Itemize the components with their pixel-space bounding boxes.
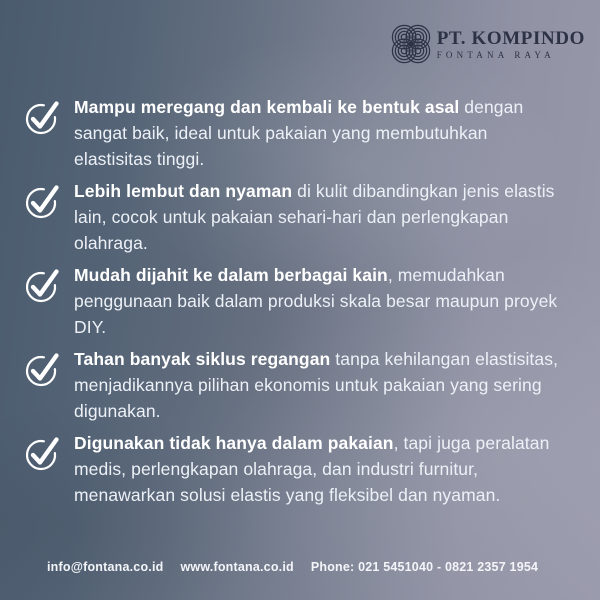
check-circle-icon: [22, 95, 62, 135]
benefit-text-bold: Digunakan tidak hanya dalam pakaian: [74, 433, 394, 453]
benefit-item: [22, 178, 572, 256]
benefit-text: [74, 178, 560, 256]
brand-name: PT. KOMPINDO: [436, 27, 585, 49]
knot-icon: [390, 23, 432, 65]
benefit-text: [74, 94, 560, 172]
benefit-text: [74, 262, 560, 340]
check-circle-icon: [22, 263, 62, 303]
check-circle-icon: [22, 179, 62, 219]
check-circle-icon: [22, 347, 62, 387]
brand-logo: [390, 23, 585, 65]
benefit-text-rest: , tapi juga peralatan medis, perlengkapan olahraga, dan industri furnitur, menawarkan solusi elastis yang fleksibel dan nyaman.: [74, 433, 550, 505]
benefit-text-rest: di kulit dibandingkan jenis elastis lain, cocok untuk pakaian sehari-hari dan perlengkapan olahraga.: [74, 181, 555, 253]
benefit-text: [74, 430, 560, 508]
benefit-text-rest: dengan sangat baik, ideal untuk pakaian yang membutuhkan elastisitas tinggi.: [74, 97, 524, 169]
brand-text: [437, 29, 585, 60]
benefit-text: [74, 346, 560, 424]
benefit-text-bold: Tahan banyak siklus regangan: [74, 349, 331, 369]
benefit-item: [22, 94, 572, 172]
contact-email: info@fontana.co.id: [47, 560, 164, 574]
benefit-item: [22, 262, 572, 340]
benefit-text-rest: , memudahkan penggunaan baik dalam produksi skala besar maupun proyek DIY.: [74, 265, 558, 337]
brand-subname: FONTANA RAYA: [436, 49, 555, 60]
check-circle-icon: [22, 431, 62, 471]
benefit-item: [22, 346, 572, 424]
contact-phone: Phone: 021 5451040 - 0821 2357 1954: [310, 560, 539, 574]
benefit-text-bold: Mampu meregang dan kembali ke bentuk asal: [74, 97, 460, 117]
contact-website: www.fontana.co.id: [180, 560, 294, 574]
benefits-list: [22, 94, 572, 514]
benefit-text-rest: tanpa kehilangan elastisitas, menjadikannya pilihan ekonomis untuk pakaian yang sering digunakan.: [74, 349, 559, 421]
contact-bar: [47, 560, 580, 574]
benefit-text-bold: Mudah dijahit ke dalam berbagai kain: [74, 265, 388, 285]
benefit-item: [22, 430, 572, 508]
benefit-text-bold: Lebih lembut dan nyaman: [74, 181, 293, 201]
